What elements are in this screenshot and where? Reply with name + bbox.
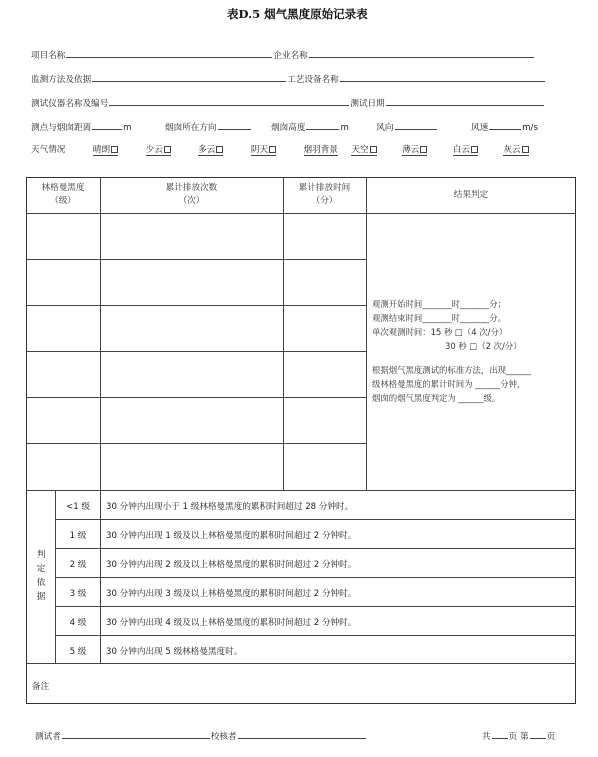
project-name-field[interactable]: [66, 48, 272, 58]
divider: [26, 443, 366, 444]
checkbox-icon: [111, 146, 118, 153]
method-field[interactable]: [92, 72, 286, 82]
weather-option-cloudy[interactable]: 多云: [198, 145, 223, 156]
divider: [26, 397, 366, 398]
divider: [55, 519, 576, 520]
form-title: 表D.5 烟气黑度原始记录表: [227, 7, 368, 21]
col-header-emission-count: 累计排放次数 （次）: [165, 183, 218, 206]
col-header-ringelmann: 林格曼黑度 （级）: [41, 183, 85, 206]
tester-field[interactable]: [62, 729, 210, 739]
criteria-text: 30 分钟内出现 3 级及以上林格曼黑度的累积时间超过 2 分钟时。: [106, 589, 357, 599]
method-row: [31, 72, 546, 85]
chimney-direction-field[interactable]: [218, 120, 251, 130]
wind-direction-field[interactable]: [395, 120, 437, 130]
criteria-level: 1 级: [69, 531, 87, 541]
criteria-text: 30 分钟内出现小于 1 级林格曼黑度的累积时间超过 28 分钟时。: [106, 502, 354, 512]
instrument-row: [31, 96, 545, 109]
plume-option-gray-cloud[interactable]: 灰云: [503, 145, 528, 156]
project-name-row: [31, 48, 535, 61]
col-header-result: 结果判定: [453, 190, 489, 200]
result-block: [372, 297, 531, 405]
remarks-label: 备注: [32, 682, 50, 692]
conclusion-line-2: 级林格曼黑度的累计时间为 ______分钟，: [372, 379, 526, 389]
checker-label: 校核者: [210, 732, 237, 742]
measurement-row: [31, 120, 538, 133]
weather-option-few-clouds[interactable]: 少云: [146, 145, 171, 156]
divider: [26, 259, 366, 260]
divider: [55, 606, 576, 607]
criteria-label: 判 定 依 据: [36, 550, 46, 602]
equipment-field[interactable]: [340, 72, 545, 82]
weather-option-sunny[interactable]: 晴朗: [93, 145, 118, 156]
page-count: 共 页 第 页: [482, 729, 555, 742]
chimney-direction-label: 烟囱所在方向: [165, 123, 217, 133]
company-name-field[interactable]: [309, 48, 534, 58]
distance-field[interactable]: [92, 120, 122, 130]
criteria-level: 3 级: [69, 589, 87, 599]
checkbox-icon: [370, 146, 377, 153]
conclusion-line-3: 烟囱的烟气黑度判定为 ______级。: [372, 393, 501, 403]
divider: [55, 635, 576, 636]
company-name-label: 企业名称: [273, 51, 308, 61]
divider: [26, 305, 366, 306]
plume-option-white-cloud[interactable]: 白云: [453, 145, 478, 156]
criteria-text: 30 分钟内出现 2 级及以上林格曼黑度的累积时间超过 2 分钟时。: [106, 560, 357, 570]
divider: [26, 490, 576, 491]
weather-row: [31, 143, 529, 155]
tester-label: 测试者: [35, 732, 61, 742]
weather-option-overcast[interactable]: 阴天: [251, 145, 276, 156]
observation-start: 观测开始时间_______时_______分；: [372, 299, 506, 309]
checkbox-icon: [216, 146, 223, 153]
footer-tester: [35, 729, 367, 742]
checkbox-icon: [269, 146, 276, 153]
col-header-emission-time: 累计排放时间 （分）: [298, 183, 351, 206]
weather-label: 天气情况: [31, 145, 66, 155]
method-label: 监测方法及依据: [31, 75, 92, 85]
single-observation-30s: 30 秒 □（2 次/分）: [445, 341, 522, 351]
equipment-label: 工艺设备名称: [287, 75, 339, 85]
project-name-label: 项目名称: [31, 51, 66, 61]
height-unit: m: [340, 123, 349, 133]
instrument-field[interactable]: [109, 96, 349, 106]
divider: [26, 213, 576, 214]
criteria-level: <1 级: [66, 502, 90, 512]
plume-option-sky[interactable]: 天空: [351, 145, 376, 156]
total-pages-field[interactable]: [492, 729, 508, 739]
wind-speed-label: 风速: [470, 123, 489, 133]
criteria-level: 4 级: [69, 618, 87, 628]
checkbox-icon: [420, 146, 427, 153]
distance-unit: m: [123, 123, 132, 133]
single-observation-15s: 单次观测时间：15 秒 □（4 次/分）: [372, 327, 508, 337]
checkbox-icon: [522, 146, 529, 153]
chimney-height-field[interactable]: [306, 120, 339, 130]
checker-field[interactable]: [238, 729, 366, 739]
plume-option-thin-cloud[interactable]: 薄云: [402, 145, 427, 156]
test-date-label: 测试日期: [350, 99, 385, 109]
divider: [366, 177, 367, 490]
chimney-height-label: 烟囱高度: [271, 123, 306, 133]
criteria-text: 30 分钟内出现 4 级及以上林格曼黑度的累积时间超过 2 分钟时。: [106, 618, 357, 628]
distance-label: 测点与烟囱距离: [31, 123, 92, 133]
page-number-field[interactable]: [530, 729, 546, 739]
criteria-level: 5 级: [69, 647, 87, 657]
divider: [55, 577, 576, 578]
criteria-text: 30 分钟内出现 5 级林格曼黑度时。: [106, 647, 243, 657]
divider: [26, 351, 366, 352]
criteria-level: 2 级: [69, 560, 87, 570]
criteria-text: 30 分钟内出现 1 级及以上林格曼黑度的累积时间超过 2 分钟时。: [106, 531, 357, 541]
observation-end: 观测结束时间_______时_______分。: [372, 313, 506, 323]
speed-unit: m/s: [522, 123, 538, 133]
wind-speed-field[interactable]: [489, 120, 521, 130]
plume-background-label: 烟羽背景: [303, 145, 338, 155]
divider: [26, 663, 576, 664]
test-date-field[interactable]: [386, 96, 544, 106]
wind-direction-label: 风向: [376, 123, 394, 133]
instrument-label: 测试仪器名称及编号: [31, 99, 109, 109]
checkbox-icon: [164, 146, 171, 153]
conclusion-line-1: 根据烟气黑度测试的标准方法，出现______: [372, 365, 532, 375]
checkbox-icon: [471, 146, 478, 153]
divider: [55, 548, 576, 549]
